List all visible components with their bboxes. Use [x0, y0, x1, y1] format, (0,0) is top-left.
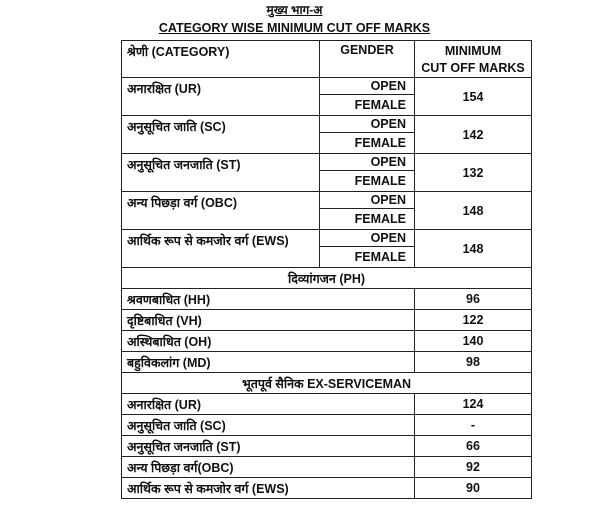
- header-category: श्रेणी (CATEGORY): [122, 41, 320, 78]
- table-row: [122, 78, 532, 95]
- category-cell: अस्थिबाधित (OH): [122, 331, 415, 352]
- header-min-marks-line1: MINIMUM: [444, 44, 502, 58]
- category-cell: अनुसूचित जाति (SC): [122, 116, 320, 154]
- marks-cell: 140: [415, 331, 532, 352]
- category-cell: श्रवणबाधित (HH): [122, 289, 415, 310]
- category-cell: अनारक्षित (UR): [122, 394, 415, 415]
- marks-cell: 132: [415, 154, 532, 192]
- gender-cell: FEMALE: [320, 95, 415, 116]
- header-gender: GENDER: [320, 41, 415, 78]
- table-row: [122, 230, 532, 247]
- table-row: [122, 436, 532, 457]
- table-header-row: [122, 41, 532, 78]
- category-cell: दृष्टिबाधित (VH): [122, 310, 415, 331]
- table-row: [122, 478, 532, 499]
- marks-cell: 66: [415, 436, 532, 457]
- table-row: [122, 116, 532, 133]
- category-cell: अनारक्षित (UR): [122, 78, 320, 116]
- header-min-marks-line2: CUT OFF MARKS: [421, 61, 525, 75]
- exs-section-heading: भूतपूर्व सैनिक EX-SERVICEMAN: [122, 373, 532, 394]
- gender-cell: OPEN: [320, 192, 415, 209]
- gender-cell: OPEN: [320, 230, 415, 247]
- category-cell: बहुविकलांग (MD): [122, 352, 415, 373]
- marks-cell: 90: [415, 478, 532, 499]
- table-row: [122, 154, 532, 171]
- table-row: [122, 394, 532, 415]
- gender-cell: OPEN: [320, 78, 415, 95]
- category-cell: अन्य पिछड़ा वर्ग (OBC): [122, 192, 320, 230]
- document-title-hindi: मुख्य भाग-अ: [266, 3, 323, 17]
- marks-cell: 96: [415, 289, 532, 310]
- table-row: [122, 310, 532, 331]
- table-row: [122, 331, 532, 352]
- marks-cell: 124: [415, 394, 532, 415]
- category-cell: अनुसूचित जनजाति (ST): [122, 436, 415, 457]
- category-cell: आर्थिक रूप से कमजोर वर्ग (EWS): [122, 230, 320, 268]
- table-row: [122, 457, 532, 478]
- table-row: [122, 352, 532, 373]
- cutoff-marks-table: [121, 40, 532, 499]
- marks-cell: 92: [415, 457, 532, 478]
- document-title-english: CATEGORY WISE MINIMUM CUT OFF MARKS: [158, 21, 431, 35]
- gender-cell: FEMALE: [320, 133, 415, 154]
- marks-cell: -: [415, 415, 532, 436]
- header-min-marks: [415, 41, 532, 78]
- table-row: [122, 289, 532, 310]
- table-row: [122, 415, 532, 436]
- section-header-row: [122, 373, 532, 394]
- gender-cell: FEMALE: [320, 171, 415, 192]
- marks-cell: 122: [415, 310, 532, 331]
- ph-section-heading: दिव्यांगजन (PH): [122, 268, 532, 289]
- category-cell: आर्थिक रूप से कमजोर वर्ग (EWS): [122, 478, 415, 499]
- marks-cell: 142: [415, 116, 532, 154]
- gender-cell: OPEN: [320, 154, 415, 171]
- marks-cell: 148: [415, 192, 532, 230]
- table-row: [122, 192, 532, 209]
- marks-cell: 154: [415, 78, 532, 116]
- gender-cell: FEMALE: [320, 209, 415, 230]
- marks-cell: 98: [415, 352, 532, 373]
- category-cell: अन्य पिछड़ा वर्ग(OBC): [122, 457, 415, 478]
- category-cell: अनुसूचित जनजाति (ST): [122, 154, 320, 192]
- category-cell: अनुसूचित जाति (SC): [122, 415, 415, 436]
- gender-cell: FEMALE: [320, 247, 415, 268]
- marks-cell: 148: [415, 230, 532, 268]
- section-header-row: [122, 268, 532, 289]
- gender-cell: OPEN: [320, 116, 415, 133]
